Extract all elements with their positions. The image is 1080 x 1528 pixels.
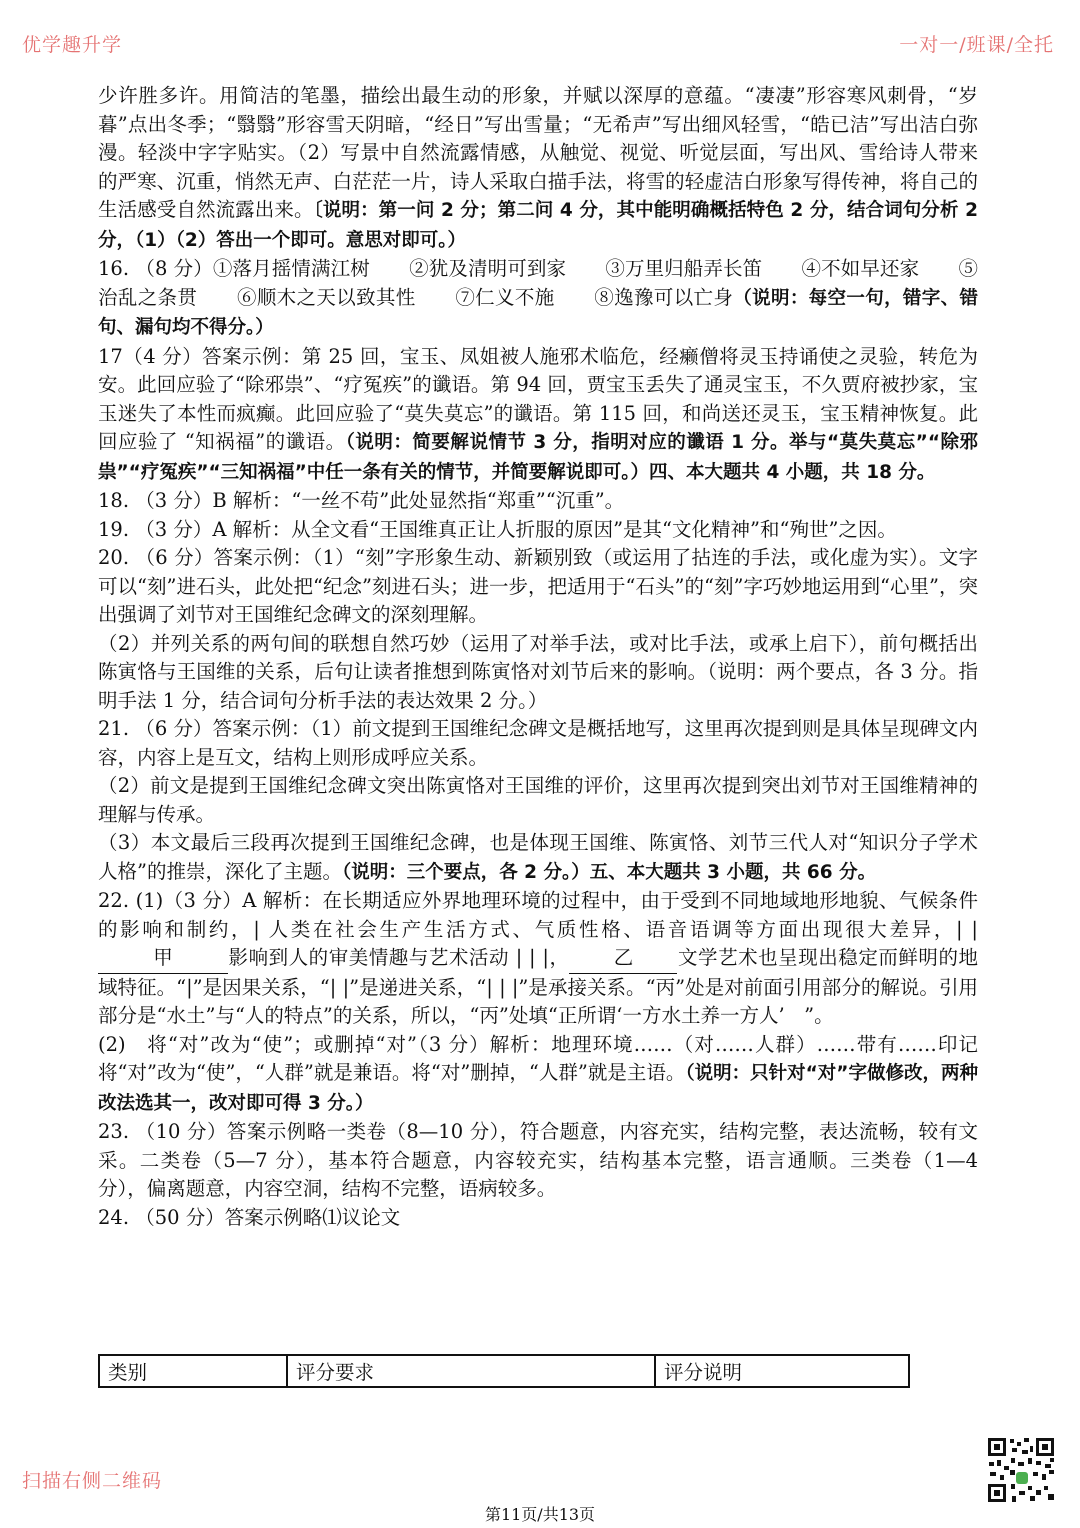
paragraph-q21-a: 21. （6 分）答案示例：（1）前文提到王国维纪念碑文是概括地写，这里再次提到则是具体呈现碑文内容，内容上是互文，结构上则形成呼应关系。 xyxy=(98,717,978,769)
paragraph-q16: 16. （8 分）①落月摇情满江树 ②犹及清明可到家 ③万里归船弄长笛 ④不如早还家 ⑤治乱之条贯 ⑥顺木之天以致其性 ⑦仁义不施 ⑧逸豫可以亡身（说明：每空一句，错字、错句、漏句均不得分。） xyxy=(98,257,978,338)
paragraph-q17: 17（4 分）答案示例：第 25 回，宝玉、凤姐被人施邪术临危，经癞僧将灵玉持诵使之灵验，转危为安。此回应验了“除邪祟”、“疗冤疾”的谶语。第 94 回，贾宝玉丢失了通灵宝玉，不久贾府被抄家，宝玉迷失了本性而疯癫。此回应验了“莫失莫忘”的谶语。第 115 回，和尚送还灵玉，宝玉精神恢复。此回应验了 “知祸福”的谶语。（说明：简要解说情节 3 分，指明对应的谶语 1 分。举与“莫失莫忘”“除邪祟”“疗冤疾”“三知祸福”中任一条有关的情节，并简要解说即可。）四、本大题共 4 小题，共 18 分。 xyxy=(98,344,978,483)
qr-code-icon[interactable] xyxy=(986,1436,1056,1504)
paragraph-q19: 19. （3 分）A 解析：从全文看“王国维真正让人折服的原因”是其“文化精神”和“殉世”之因。 xyxy=(98,517,897,541)
footer-scan-prompt: 扫描右侧二维码 xyxy=(22,1470,163,1492)
paragraph-q22-1: 22. (1)（3 分）A 解析：在长期适应外界地理环境的过程中，由于受到不同地域地形地貌、气候条件的影响和制约，| 人类在社会生产生活方式、气质性格、语音语调等方面出现很大差异，| | 甲 影响到人的审美情趣与艺术活动 | | |， 乙 文学艺术也呈现出稳定而鲜明的地域特征。“|”是因果关系，“| |”是递进关系，“| | |”是承接关系。“丙”处是对前面引用部分的解说。引用部分是“水土”与“人的特点”的关系，所以，“丙”处填“正所谓‘一方水土养一方人’ ”。 xyxy=(98,889,978,1027)
bold-note: （说明：简要解说情节 3 分，指明对应的谶语 1 分。举与“莫失莫忘”“除邪祟”“疗冤疾”“三知祸福”中任一条有关的情节，并简要解说即可。）四、本大题共 4 小题，共 18 分。 xyxy=(98,432,978,483)
table-header-row xyxy=(99,1355,909,1387)
paragraph-q21-b: （2）前文是提到王国维纪念碑文突出陈寅恪对王国维的评价，这里再次提到突出刘节对王国维精神的理解与传承。 xyxy=(98,774,978,826)
paragraph-q18: 18. （3 分）B 解析：“一丝不苟”此处显然指“郑重”“沉重”。 xyxy=(98,489,625,512)
paragraph-q23: 23. （10 分）答案示例略一类卷（8—10 分），符合题意，内容充实，结构完整，表达流畅，较有文采。二类卷（5—7 分），基本符合题意，内容较充实，结构基本完整，语言通顺。三类卷（1—4 分），偏离题意，内容空洞，结构不完整，语病较多。 xyxy=(98,1120,978,1200)
blank-jia: 甲 xyxy=(98,944,228,974)
bold-note: （说明：只针对“对”字做修改，两种改法选其一，改对即可得 3 分。） xyxy=(98,1063,978,1114)
paragraph-q21-c: （3）本文最后三段再次提到王国维纪念碑，也是体现王国维、陈寅恪、刘节三代人对“知识分子学术人格”的推崇，深化了主题。（说明：三个要点，各 2 分。）五、本大题共 3 小题，共 66 分。 xyxy=(98,831,978,883)
header-services: 一对一/班课/全托 xyxy=(899,34,1054,56)
paragraph-q20-b: （2）并列关系的两句间的联想自然巧妙（运用了对举手法，或对比手法，或承上启下），前句概括出陈寅恪与王国维的关系，后句让读者推想到陈寅恪对刘节后来的影响。（说明：两个要点，各 3 分。指明手法 1 分，结合词句分析手法的表达效果 2 分。） xyxy=(98,631,978,712)
table-header-cell: 类别 xyxy=(99,1355,287,1387)
header-brand: 优学趣升学 xyxy=(22,34,123,56)
paragraph-q15-cont: 少许胜多许。用简洁的笔墨，描绘出最生动的形象，并赋以深厚的意蕴。“凄凄”形容寒风刺骨，“岁暮”点出冬季；“翳翳”形容雪天阴暗，“经日”写出雪量；“无希声”写出细风轻雪，“皓已洁”写出洁白弥漫。轻淡中字字贴实。（2）写景中自然流露情感，从触觉、视觉、听觉层面，写出风、雪给诗人带来的严寒、沉重，悄然无声、白茫茫一片，诗人采取白描手法，将雪的轻虚洁白形象写得传神，将自己的生活感受自然流露出来。〔说明：第一问 2 分；第二问 4 分，其中能明确概括特色 2 分，结合词句分析 2 分，（1）（2）答出一个即可。意思对即可。） xyxy=(98,84,978,251)
answer-content xyxy=(98,82,978,1232)
table-header-cell: 评分说明 xyxy=(655,1355,909,1387)
paragraph-q20-a: 20. （6 分）答案示例：（1）“刻”字形象生动、新颖别致（或运用了拈连的手法，或化虚为实）。文字可以“刻”进石头，此处把“纪念”刻进石头；进一步，把适用于“石头”的“刻”字巧妙地运用到“心里”，突出强调了刘节对王国维纪念碑文的深刻理解。 xyxy=(98,546,978,626)
bold-note: （说明：每空一句，错字、错句、漏句均不得分。） xyxy=(98,287,978,338)
blank-yi: 乙 xyxy=(569,944,677,974)
page-number: 第11页/共13页 xyxy=(484,1505,596,1524)
paragraph-q24: 24. （50 分）答案示例略⑴议论文 xyxy=(98,1205,401,1229)
bold-note: （说明：三个要点，各 2 分。）五、本大题共 3 小题，共 66 分。 xyxy=(341,861,877,883)
paragraph-q22-2: (2) 将“对”改为“使”；或删掉“对”（3 分）解析：地理环境……（对……人群）……带有……印记将“对”改为“使”，“人群”就是兼语。将“对”删掉，“人群”就是主语。（说明：只针对“对”字做修改，两种改法选其一，改对即可得 3 分。） xyxy=(98,1032,978,1114)
bold-note: 〔说明：第一问 2 分；第二问 4 分，其中能明确概括特色 2 分，结合词句分析 2 分，（1）（2）答出一个即可。意思对即可。） xyxy=(98,200,978,251)
table-header-cell: 评分要求 xyxy=(287,1355,655,1387)
scoring-table xyxy=(98,1354,910,1388)
